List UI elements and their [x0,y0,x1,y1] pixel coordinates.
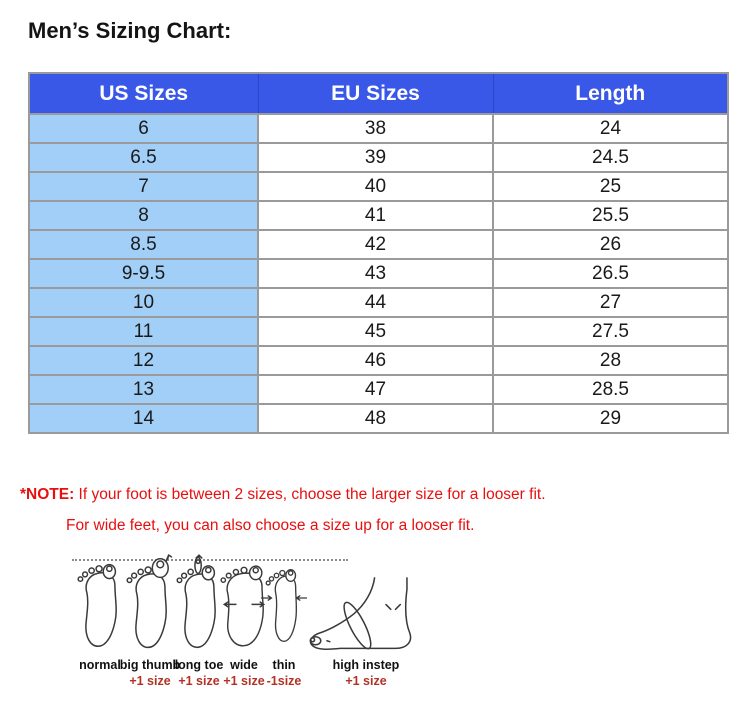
foot-size-adjustment: +1 size [345,674,387,688]
cell-length: 25 [493,172,728,201]
cell-eu-size: 42 [258,230,493,259]
cell-eu-size: 40 [258,172,493,201]
foot-high-instep-icon [304,576,428,656]
cell-length: 25.5 [493,201,728,230]
cell-length: 24 [493,114,728,143]
sizing-table [28,72,729,434]
foot-size-adjustment: +1 size [223,674,265,688]
cell-us-size: 6.5 [29,143,258,172]
col-header-eu-sizes: EU Sizes [258,73,493,114]
cell-length: 27 [493,288,728,317]
cell-eu-size: 41 [258,201,493,230]
note-prefix: *NOTE: [20,486,75,503]
feet-diagram [60,552,460,697]
cell-eu-size: 39 [258,143,493,172]
cell-us-size: 12 [29,346,258,375]
cell-eu-size: 38 [258,114,493,143]
col-header-length: Length [493,73,728,114]
foot-size-adjustment: -1size [266,674,302,688]
cell-eu-size: 43 [258,259,493,288]
cell-eu-size: 48 [258,404,493,433]
cell-us-size: 8 [29,201,258,230]
note-line-1 [20,486,546,505]
table-row [29,288,728,317]
cell-us-size: 6 [29,114,258,143]
cell-us-size: 9-9.5 [29,259,258,288]
cell-us-size: 11 [29,317,258,346]
foot-thin-icon [259,560,309,656]
cell-length: 26 [493,230,728,259]
table-row [29,114,728,143]
cell-length: 29 [493,404,728,433]
table-row [29,201,728,230]
cell-eu-size: 47 [258,375,493,404]
foot-label: normal [79,658,121,672]
foot-label: big thumb [119,658,181,672]
cell-us-size: 13 [29,375,258,404]
cell-length: 28.5 [493,375,728,404]
cell-length: 28 [493,346,728,375]
cell-length: 26.5 [493,259,728,288]
col-header-us-sizes: US Sizes [29,73,258,114]
cell-eu-size: 44 [258,288,493,317]
foot-label: high instep [332,658,400,672]
cell-eu-size: 45 [258,317,493,346]
table-row [29,259,728,288]
table-row [29,375,728,404]
cell-us-size: 7 [29,172,258,201]
foot-size-adjustment: +1 size [178,674,220,688]
table-row [29,346,728,375]
foot-diagram-high-instep [303,576,429,689]
table-header-row [29,73,728,114]
foot-size-adjustment: +1 size [129,674,171,688]
table-row [29,404,728,433]
table-row [29,230,728,259]
cell-us-size: 10 [29,288,258,317]
foot-label: long toe [174,658,224,672]
cell-length: 24.5 [493,143,728,172]
foot-label: wide [230,658,258,672]
table-row [29,143,728,172]
note-text-1: If your foot is between 2 sizes, choose the larger size for a looser fit. [74,486,546,503]
foot-label: thin [272,658,296,672]
cell-us-size: 14 [29,404,258,433]
table-row [29,172,728,201]
note-line-2: For wide feet, you can also choose a size up for a looser fit. [66,517,475,534]
cell-us-size: 8.5 [29,230,258,259]
table-row [29,317,728,346]
cell-length: 27.5 [493,317,728,346]
page-title: Men’s Sizing Chart: [28,18,232,43]
cell-eu-size: 46 [258,346,493,375]
